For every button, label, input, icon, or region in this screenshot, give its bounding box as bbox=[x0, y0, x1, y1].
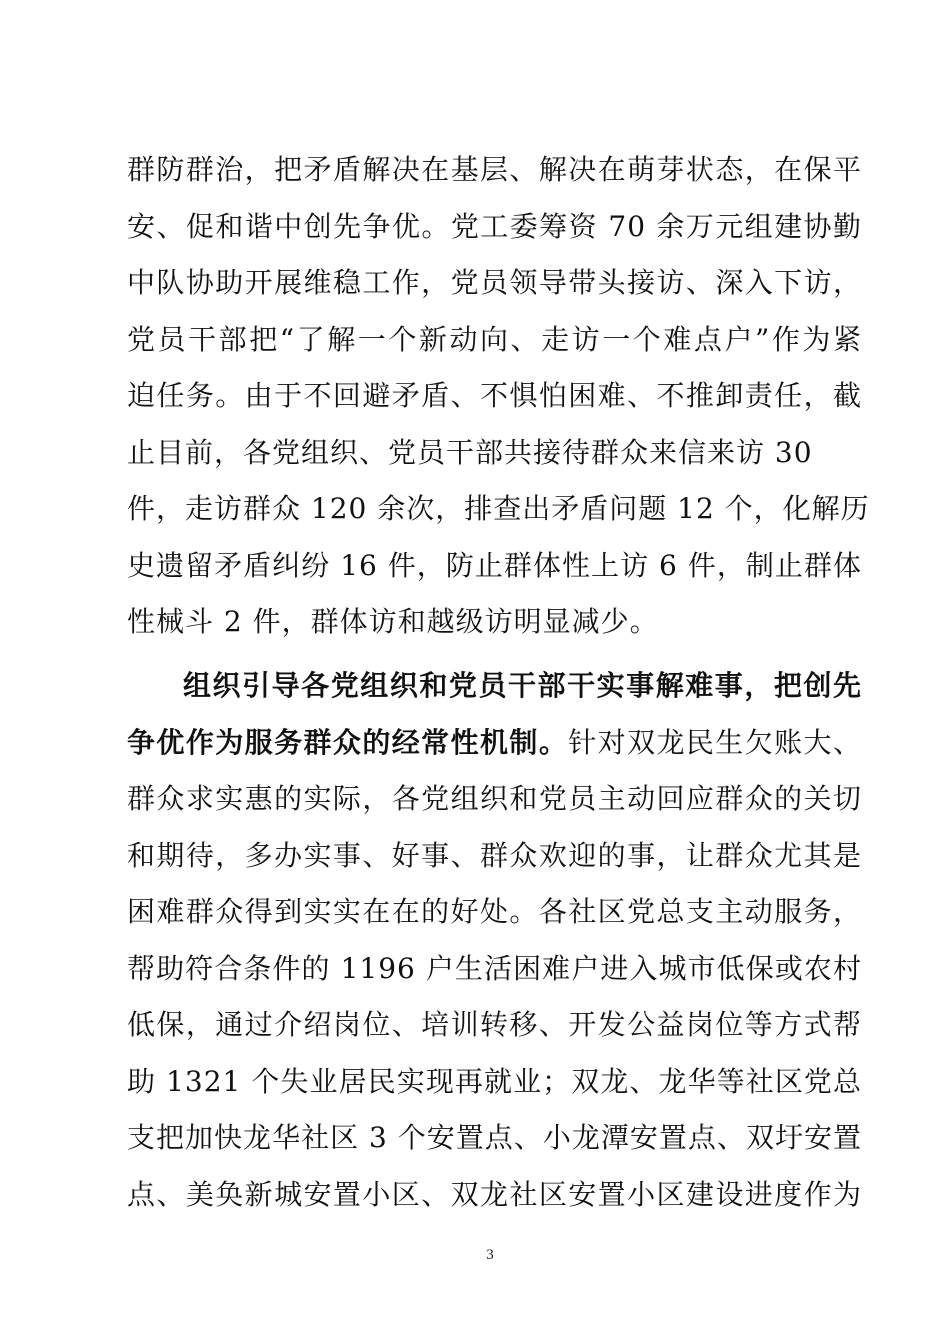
paragraph-line: 迫任务。由于不回避矛盾、不惧怕困难、不推卸责任，截 bbox=[127, 379, 862, 412]
paragraph-line: 性械斗 2 件，群体访和越级访明显减少。 bbox=[127, 605, 659, 638]
bold-heading-text: 争优作为服务群众的经常性机制。 bbox=[127, 725, 569, 759]
paragraph-line: 群防群治，把矛盾解决在基层、解决在萌芽状态，在保平 bbox=[127, 153, 862, 186]
page-number: 3 bbox=[486, 1247, 494, 1263]
paragraph-line: 和期待，多办实事、好事、群众欢迎的事，让群众尤其是 bbox=[127, 838, 862, 872]
paragraph-line: 安、促和谐中创先争优。党工委筹资 70 余万元组建协勤 bbox=[127, 209, 862, 243]
paragraph-line: 助 1321 个失业居民实现再就业；双龙、龙华等社区党总 bbox=[127, 1064, 862, 1098]
paragraph-line: 件，走访群众 120 余次，排查出矛盾问题 12 个，化解历 bbox=[127, 492, 870, 525]
paragraph-line: 群众求实惠的实际，各党组织和党员主动回应群众的关切 bbox=[127, 782, 862, 815]
paragraph-line: 帮助符合条件的 1196 户生活困难户进入城市低保或农村 bbox=[127, 951, 862, 985]
heading-line-rest: 针对双龙民生欠账大、 bbox=[568, 725, 862, 759]
paragraph-line: 低保，通过介绍岗位、培训转移、开发公益岗位等方式帮 bbox=[127, 1008, 862, 1041]
paragraph-heading-line bbox=[127, 715, 862, 772]
paragraph-line: 中队协助开展维稳工作，党员领导带头接访、深入下访， bbox=[127, 266, 862, 299]
paragraph-line: 点、美奂新城安置小区、双龙社区安置小区建设进度作为 bbox=[127, 1177, 862, 1211]
paragraph-service bbox=[127, 658, 862, 1223]
paragraph-continuation bbox=[127, 142, 870, 651]
paragraph-line: 党员干部把“了解一个新动向、走访一个难点户”作为紧 bbox=[127, 322, 862, 356]
paragraph-heading-line: 组织引导各党组织和党员干部干实事解难事，把创先 bbox=[183, 669, 862, 702]
paragraph-line: 止目前，各党组织、党员干部共接待群众来信来访 30 bbox=[127, 435, 813, 469]
paragraph-line: 史遗留矛盾纠纷 16 件，防止群体性上访 6 件，制止群体 bbox=[127, 548, 862, 582]
paragraph-line: 支把加快龙华社区 3 个安置点、小龙潭安置点、双圩安置 bbox=[127, 1121, 862, 1154]
paragraph-line: 困难群众得到实实在在的好处。各社区党总支主动服务， bbox=[127, 895, 862, 928]
